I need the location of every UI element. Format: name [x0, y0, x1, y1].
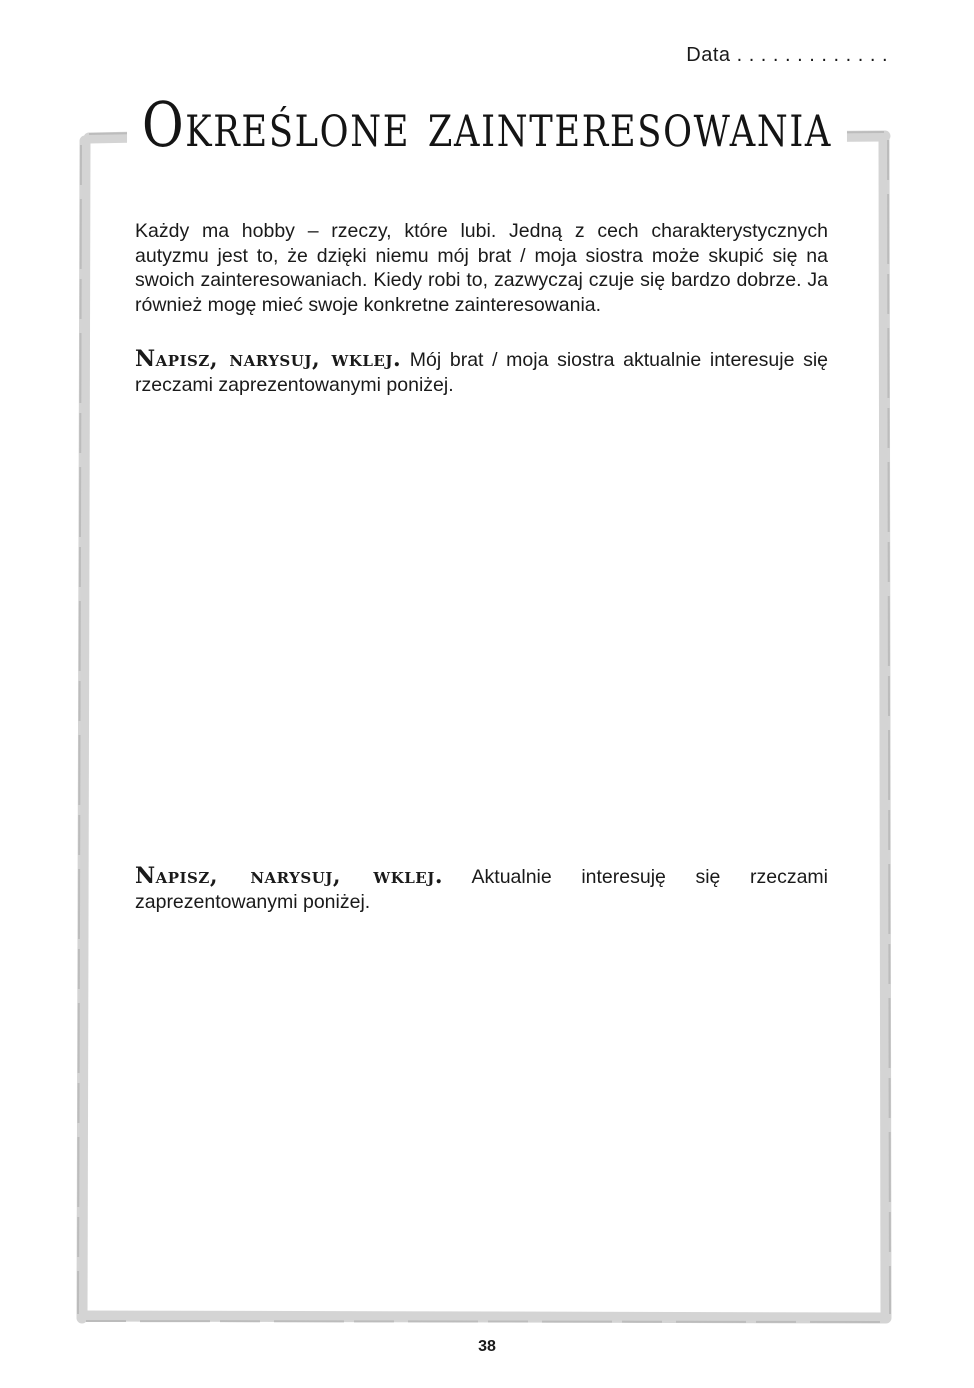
page-number: 38	[478, 1338, 496, 1355]
page-title: Określone zainteresowania	[88, 88, 887, 161]
task-2-text: Aktualnie interesuję się rzeczami zaprezentowanymi poniżej.	[135, 866, 828, 913]
task-2-lead: Napisz, narysuj, wklej.	[135, 863, 443, 889]
task-1-text: Mój brat / moja siostra aktualnie interesuje się rzeczami zaprezentowanymi poniżej.	[135, 349, 828, 396]
task-2	[135, 864, 828, 914]
date-label: Data . . . . . . . . . . . . .	[686, 44, 888, 66]
task-1-lead: Napisz, narysuj, wklej.	[135, 346, 402, 372]
task-1	[135, 347, 828, 397]
intro-paragraph: Każdy ma hobby – rzeczy, które lubi. Jedną z cech charakterystycznych autyzmu jest to, że dzięki niemu mój brat / moja siostra może skupić się na swoich zainteresowaniach. Kiedy robi to, zazwyczaj czuje się bardzo dobrze. Ja również mogę mieć swoje konkretne zainteresowania.	[135, 220, 828, 316]
